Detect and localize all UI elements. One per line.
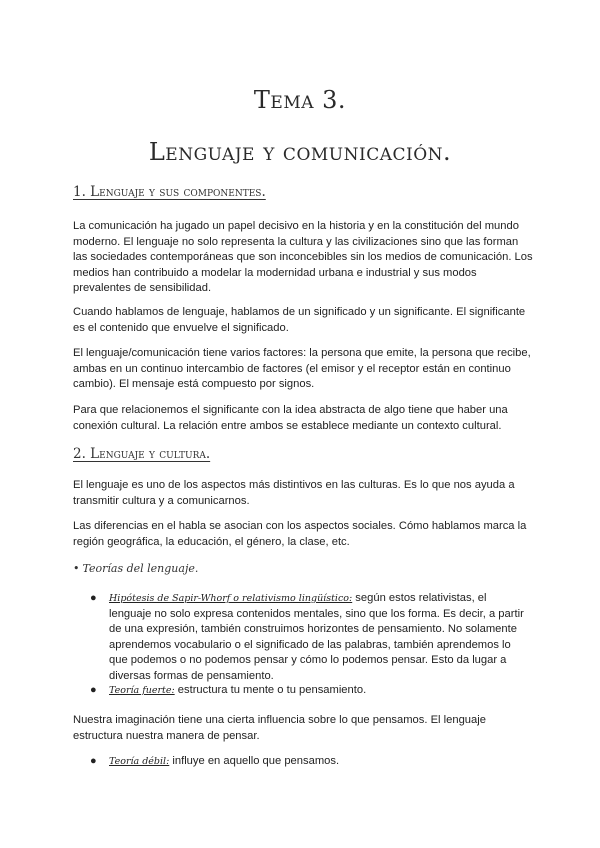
paragraph-speech-differences: Las diferencias en el habla se asocian con los aspectos sociales. Cómo hablamos marca la región geográfica, la educación, el género, la clase, etc. <box>73 520 527 548</box>
page-subtitle: Lenguaje y comunicación. <box>148 138 452 166</box>
paragraph-cultural-connection: Para que relacionemos el significante con la idea abstracta de algo tiene que haber una conexión cultural. La relación entre ambos se establece mediante un contexto cultural. <box>73 404 508 432</box>
bullet-icon: • <box>73 562 80 575</box>
term-description: influye en aquello que pensamos. <box>169 755 340 767</box>
theory-list <box>90 683 530 699</box>
paragraph-culture: El lenguaje es uno de los aspectos más distintivos en las culturas. Es lo que nos ayuda a transmitir cultura y a comunicarnos. <box>73 479 515 507</box>
list-item <box>90 754 530 770</box>
paragraph-communication: La comunicación ha jugado un papel decisivo en la historia y en la constitución del mundo moderno. El lenguaje no solo representa la cultura y las civilizaciones sino que las forman las sociedades contemporáneas que son inconcebibles sin los medios de comunicación. Los medios han contribuido a modelar la modernidad urbana e industrial y sus modos prevalentes de sensibilidad. <box>73 220 533 294</box>
paragraph-meaning: Cuando hablamos de lenguaje, hablamos de un significado y un significante. El significante es el contenido que envuelve el significado. <box>73 306 526 334</box>
term-strong-theory: Teoría fuerte: <box>109 685 175 696</box>
theory-list <box>90 591 530 684</box>
paragraph-imagination: Nuestra imaginación tiene una cierta influencia sobre lo que pensamos. El lenguaje estructura nuestra manera de pensar. <box>73 714 486 742</box>
paragraph-factors: El lenguaje/comunicación tiene varios factores: la persona que emite, la persona que recibe, ambas en un continuo intercambio de factores (el emisor y el receptor están en continuo cambio). El mensaje está compuesto por signos. <box>73 347 531 390</box>
term-weak-theory: Teoría débil: <box>109 756 170 767</box>
list-item <box>90 683 530 699</box>
page-title: Tema 3. <box>253 86 347 114</box>
term-description: estructura tu mente o tu pensamiento. <box>174 684 367 696</box>
theory-list <box>90 754 530 770</box>
bullet-icon: ● <box>90 592 97 604</box>
section-heading-1: 1. Lenguaje y sus componentes. <box>73 184 266 200</box>
section-heading-2: 2. Lenguaje y cultura. <box>73 446 211 462</box>
subheading-theories <box>73 562 198 575</box>
list-item <box>90 591 530 684</box>
subheading-label: Teorías del lenguaje. <box>82 562 199 575</box>
bullet-icon: ● <box>90 684 97 696</box>
bullet-icon: ● <box>90 755 97 767</box>
term-description: según estos relativistas, el lenguaje no solo expresa contenidos mentales, sino que los forma. Es decir, a partir de una expresión, también construimos horizontes de pensamiento. No solamente aprendemos vocabulario o el significado de las palabras, también aprendemos lo que podemos o no podemos pensar y cómo lo podemos pensar. Esto da lugar a diversas formas de pensamiento. <box>109 592 524 682</box>
term-sapir-whorf: Hipótesis de Sapir-Whorf o relativismo lingüístico: <box>109 593 353 604</box>
